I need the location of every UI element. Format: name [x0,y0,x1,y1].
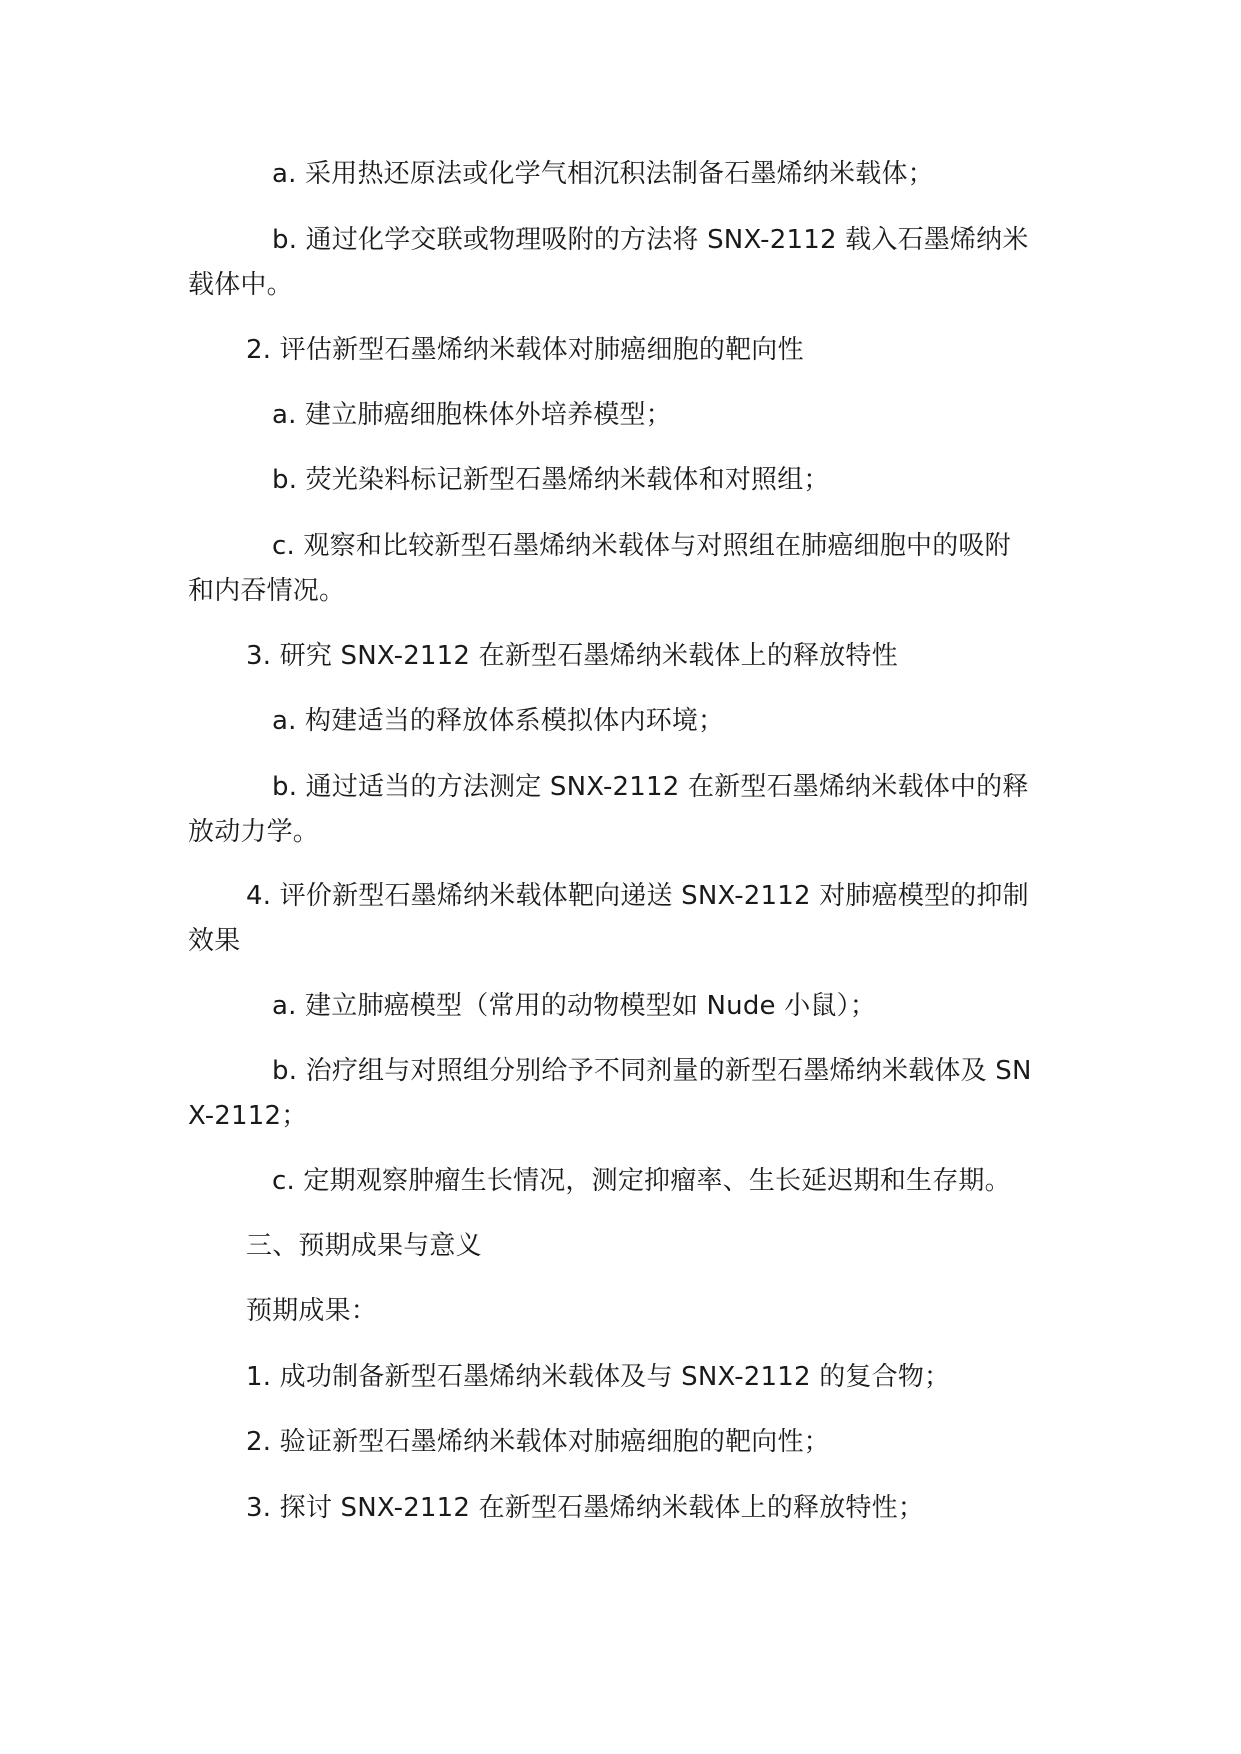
expected-results-label: 预期成果： [246,1296,378,1326]
step-2b: b. 荧光染料标记新型石墨烯纳米载体和对照组； [272,465,830,495]
step-4a: a. 建立肺癌模型（常用的动物模型如 Nude 小鼠）； [272,991,877,1021]
step-3b: b. 通过适当的方法测定 SNX-2112 在新型石墨烯纳米载体中的释放动力学。 [188,772,1029,847]
result-item-2: 2. 验证新型石墨烯纳米载体对肺癌细胞的靶向性； [246,1427,830,1457]
result-item-1: 1. 成功制备新型石墨烯纳米载体及与 SNX-2112 的复合物； [246,1362,951,1392]
result-item-3: 3. 探讨 SNX-2112 在新型石墨烯纳米载体上的释放特性； [246,1493,925,1523]
section-3-heading: 三、预期成果与意义 [246,1231,482,1261]
step-2a: a. 建立肺癌细胞株体外培养模型； [272,400,672,430]
objective-3-heading: 3. 研究 SNX-2112 在新型石墨烯纳米载体上的释放特性 [246,641,898,671]
step-4c: c. 定期观察肿瘤生长情况，测定抑瘤率、生长延迟期和生存期。 [272,1166,1011,1196]
step-3a: a. 构建适当的释放体系模拟体内环境； [272,706,725,736]
step-4b: b. 治疗组与对照组分别给予不同剂量的新型石墨烯纳米载体及 SNX-2112； [188,1056,1032,1131]
objective-4-heading: 4. 评价新型石墨烯纳米载体靶向递送 SNX-2112 对肺癌模型的抑制效果 [188,881,1029,956]
step-1b: b. 通过化学交联或物理吸附的方法将 SNX-2112 载入石墨烯纳米载体中。 [188,225,1029,300]
objective-2-heading: 2. 评估新型石墨烯纳米载体对肺癌细胞的靶向性 [246,335,804,365]
step-2c: c. 观察和比较新型石墨烯纳米载体与对照组在肺癌细胞中的吸附和内吞情况。 [188,531,1011,606]
step-1a: a. 采用热还原法或化学气相沉积法制备石墨烯纳米载体； [272,159,934,189]
